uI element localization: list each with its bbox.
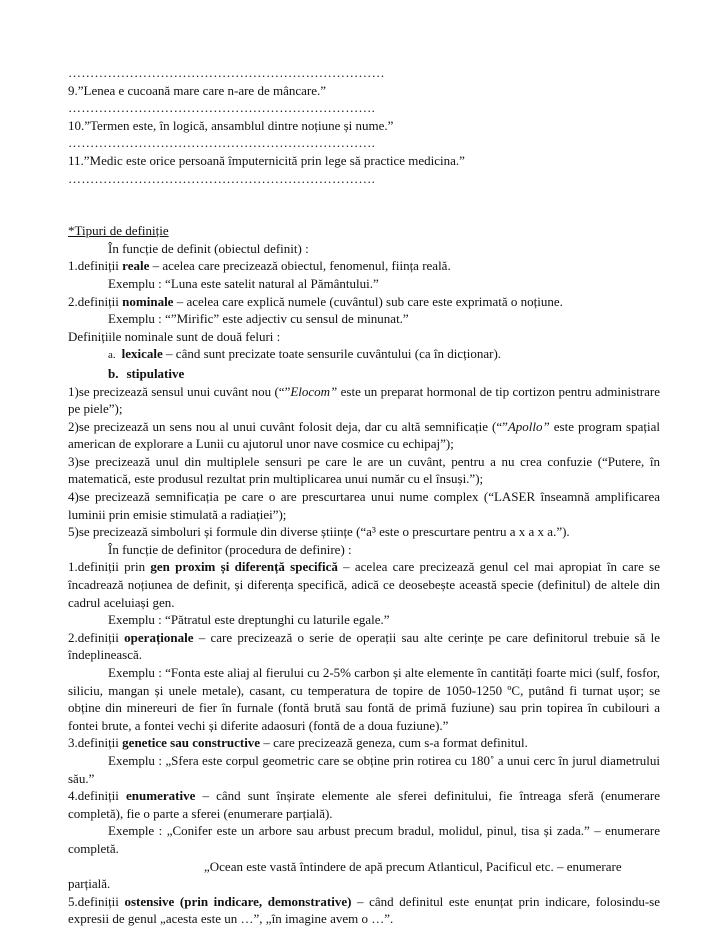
stipulative-1: 1)se precizează sensul unui cuvânt nou (“”Elocom” este un preparat hormonal de tip cortizon pentru administrare pe piele”);	[68, 383, 661, 417]
example-genus-differentia: Exemplu : “Pătratul este dreptunghi cu laturile egale.”	[108, 612, 390, 628]
example-enumerative-complete: Exemple : „Conifer este un arbore sau arbust precum bradul, molidul, pinul, tisa și zada.” – enumerare completă.	[68, 823, 660, 856]
subsection-heading-definer: În funcție de definitor (procedura de definire) :	[108, 541, 352, 557]
dotted-line: …………………………………………………………….	[68, 135, 376, 151]
stipulative-5: 5)se precizează simboluri și formule din diverse științe (“a³ este o prescurtare pentru a x a x a.”).	[68, 524, 570, 540]
dotted-line: …………………………………………………………….	[68, 100, 376, 116]
definition-genetic: 3.definiții genetice sau constructive – care precizează geneza, cum s-a format definitul.	[68, 735, 528, 751]
definition-operational: 2.definiții operaționale – care precizează o serie de operații sau alte cerințe pe care definitorul trebuie să le îndeplinească.	[68, 629, 660, 663]
example-nominal: Exemplu : “”Mirific” este adjectiv cu sensul de minunat.”	[108, 311, 409, 327]
example-enumerative-partial: „Ocean este vastă întindere de apă precum Atlanticul, Pacificul etc. – enumerare	[204, 858, 622, 874]
spacer	[68, 187, 660, 222]
example-enumerative-partial-end: parțială.	[68, 876, 111, 892]
nominal-lexical: a. lexicale – când sunt precizate toate sensurile cuvântului (ca în dicționar).	[108, 346, 502, 362]
definition-real: 1.definiții reale – acelea care precizează obiectul, fenomenul, ființa reală.	[68, 258, 451, 274]
example-operational: Exemplu : “Fonta este aliaj al fierului cu 2-5% carbon și alte elemente în cantități foarte mici (sulf, fosfor, siliciu, mangan și unele metale), casant, cu temperatura de topire de 1050-1250 ºC, putând fi turnat ușor; se obține din minereuri de fier în furnale (fontă brută sau fontă de primă fuziune) sau prin topirea în cubilouri a fontei brute, a fontei vechi și diferite adaosuri (fontă de a doua fuziune).”	[68, 665, 660, 733]
definition-enumerative: 4.definiții enumerative – când sunt înșirate elemente ale sferei definitului, fie întreaga sferă (enumerare completă), fie o parte a sferei (enumerare parțială).	[68, 788, 660, 821]
section-title: *Tipuri de definiție	[68, 223, 169, 239]
nominal-intro: Definițiile nominale sunt de două feluri :	[68, 328, 281, 344]
dotted-line: ………………………………………………………………	[68, 65, 385, 80]
stipulative-3: 3)se precizează unul din multiplele sensuri pe care le are un cuvânt, pentru a nu crea confuzie (“Putere, în matematică, este produsul rezultat prin multiplicarea unui număr cu el însuși.”);	[68, 453, 660, 487]
exercise-10: 10.”Termen este, în logică, ansamblul dintre noțiune și nume.”	[68, 117, 394, 133]
nominal-stipulative: b. stipulative	[108, 365, 185, 381]
subsection-heading-defined: În funcție de definit (obiectul definit) :	[108, 240, 309, 256]
dotted-line: …………………………………………………………….	[68, 170, 376, 186]
definition-ostensive: 5.definiții ostensive (prin indicare, demonstrative) – când definitul este enunțat prin indicare, folosindu-se expresii de genul „acesta este un …”, „în imagine avem o …”.	[68, 893, 660, 927]
exercise-9: 9.”Lenea e cucoană mare care n-are de mâncare.”	[68, 82, 327, 98]
exercise-11: 11.”Medic este orice persoană împuternicită prin lege să practice medicina.”	[68, 152, 465, 168]
example-real: Exemplu : “Luna este satelit natural al Pământului.”	[108, 275, 379, 291]
stipulative-2: 2)se precizează un sens nou al unui cuvânt folosit deja, dar cu altă semnificație (“”Apollo” este program spațial american de explorare a Lunii cu ajutorul unor nave cosmice cu echipaj”);	[68, 418, 660, 452]
definition-genus-differentia: 1.definiții prin gen proxim și diferență specifică – acelea care precizează genul cel mai apropiat în care se încadrează noțiunea de definit, și diferența specifică, adică ce deosebește această specie (definitul) de altele din cadrul aceluiași gen.	[68, 559, 660, 610]
stipulative-4: 4)se precizează semnificația pe care o are prescurtarea unui nume complex (“LASER înseamnă amplificarea luminii prin emisie stimulată a radiației”);	[68, 489, 660, 522]
example-genetic: Exemplu : „Sfera este corpul geometric care se obține prin rotirea cu 180˚ a unui cerc în jurul diametrului său.”	[68, 752, 660, 786]
definition-nominal: 2.definiții nominale – acelea care explică numele (cuvântul) sub care este exprimată o noțiune.	[68, 293, 563, 309]
document-page	[68, 64, 660, 928]
